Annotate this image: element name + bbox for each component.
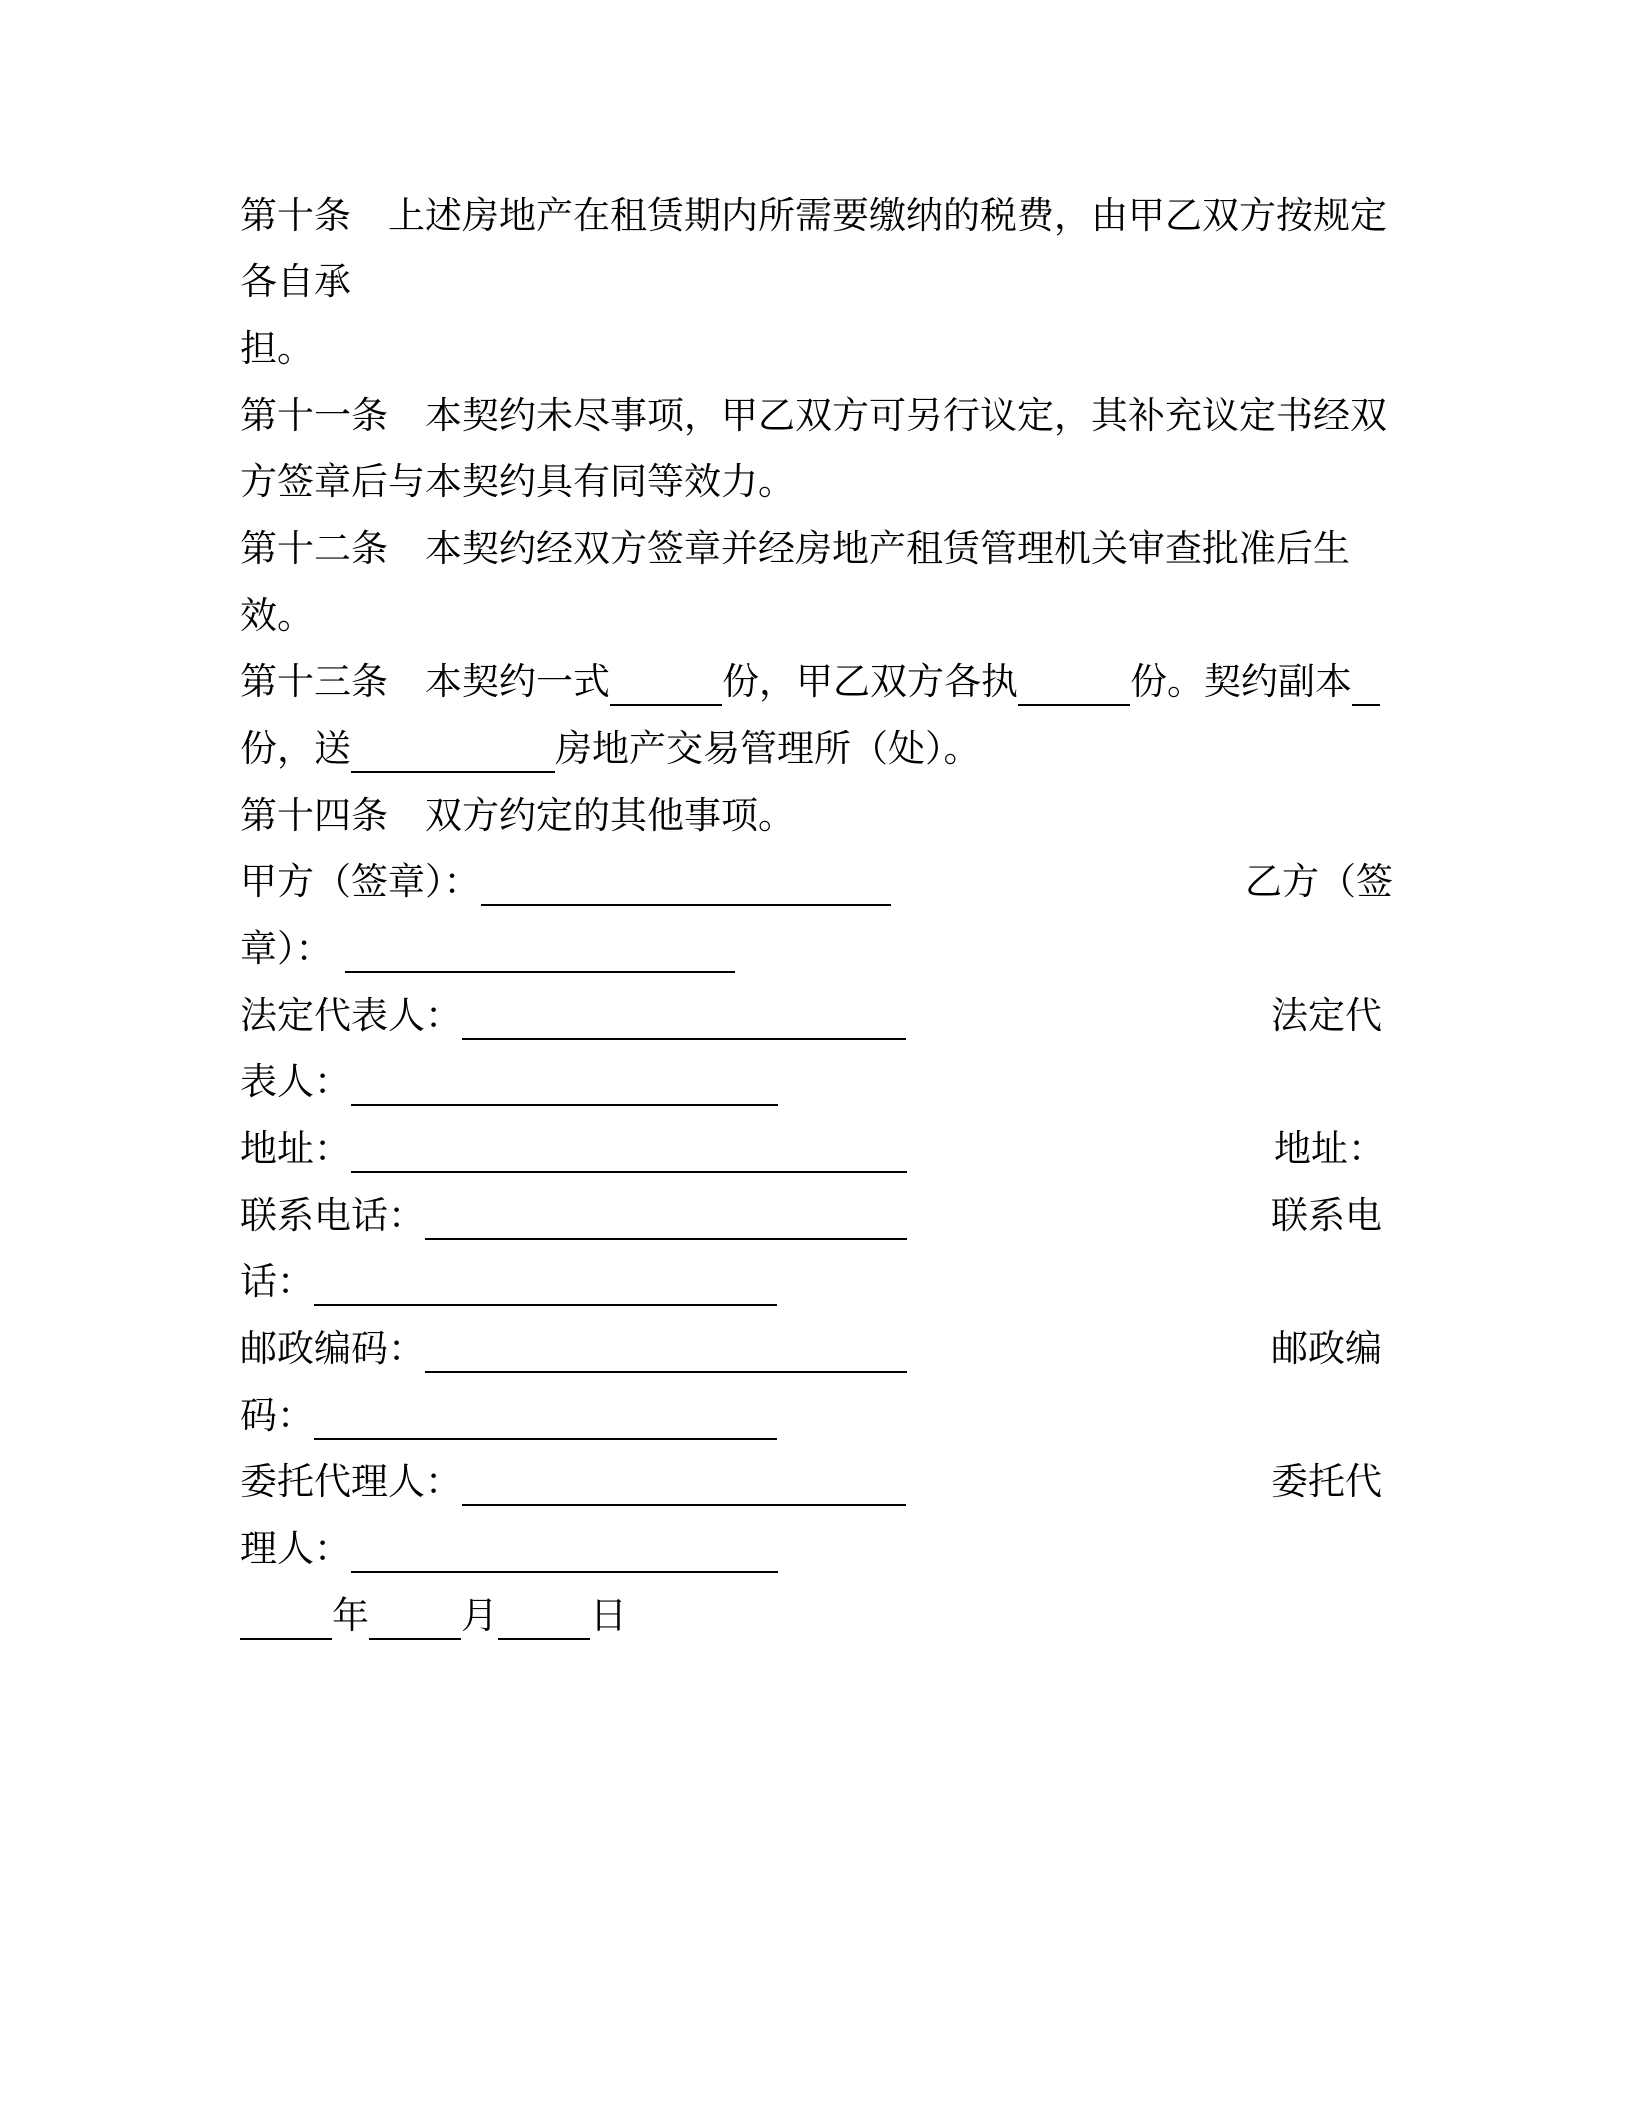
- party-b-label-2: 章）：: [240, 927, 333, 970]
- article-13-text-5: 房地产交易管理所（处）。: [555, 727, 981, 770]
- phone-b-label-2: 话：: [240, 1260, 314, 1303]
- agent-b-label-2: 理人：: [240, 1527, 351, 1570]
- address-a-label: 地址：: [240, 1127, 351, 1170]
- agent-a-line: [240, 1458, 906, 1506]
- postcode-b-label-1: 邮政编: [1271, 1327, 1382, 1370]
- legal-rep-a-blank[interactable]: [462, 998, 906, 1040]
- agent-b-line: [240, 1525, 778, 1573]
- agent-a-label: 委托代理人：: [240, 1460, 462, 1503]
- postcode-b-blank[interactable]: [314, 1398, 777, 1440]
- article-14-text: 双方约定的其他事项。: [425, 794, 795, 837]
- article-13-text-3: 份。契约副本: [1130, 660, 1352, 703]
- legal-rep-b-label-2: 表人：: [240, 1060, 351, 1103]
- postcode-b-line: [240, 1392, 777, 1440]
- phone-b-blank[interactable]: [314, 1264, 777, 1306]
- article-14-heading: 第十四条: [240, 794, 388, 837]
- article-11-line-2: 方签章后与本契约具有同等效力。: [240, 460, 795, 503]
- address-a-line: [240, 1125, 907, 1173]
- address-a-blank[interactable]: [351, 1131, 907, 1173]
- day-label: 日: [590, 1594, 627, 1637]
- article-10-line-1: [240, 192, 1387, 240]
- phone-a-line: [240, 1192, 907, 1240]
- agent-b-label-1: 委托代: [1271, 1460, 1382, 1503]
- party-b-line: [240, 925, 735, 973]
- article-10-line-2: 各自承: [240, 260, 351, 303]
- copies-total-blank[interactable]: [610, 664, 722, 706]
- party-a-signature-blank[interactable]: [481, 864, 891, 906]
- month-label: 月: [461, 1594, 498, 1637]
- article-11-line-1: [240, 392, 1387, 440]
- phone-a-label: 联系电话：: [240, 1194, 425, 1237]
- phone-a-blank[interactable]: [425, 1198, 907, 1240]
- phone-b-line: [240, 1258, 777, 1306]
- article-10-line-3: 担。: [240, 327, 314, 370]
- office-blank[interactable]: [351, 731, 555, 773]
- article-13-heading: 第十三条: [240, 660, 388, 703]
- article-13-line-2: [240, 725, 981, 773]
- article-12-text: 本契约经双方签章并经房地产租赁管理机关审查批准后生: [425, 527, 1350, 570]
- legal-rep-b-blank[interactable]: [351, 1064, 778, 1106]
- article-12-line-1: [240, 525, 1350, 573]
- legal-rep-a-label: 法定代表人：: [240, 994, 462, 1037]
- legal-rep-b-line: [240, 1058, 778, 1106]
- agent-b-blank[interactable]: [351, 1531, 778, 1573]
- year-blank[interactable]: [240, 1598, 332, 1640]
- article-12-heading: 第十二条: [240, 527, 388, 570]
- year-label: 年: [332, 1594, 369, 1637]
- article-14-line: [240, 792, 795, 840]
- date-line: [240, 1592, 627, 1640]
- article-11-text: 本契约未尽事项，甲乙双方可另行议定，其补充议定书经双: [425, 394, 1387, 437]
- postcode-a-blank[interactable]: [425, 1331, 907, 1373]
- article-11-heading: 第十一条: [240, 394, 388, 437]
- month-blank[interactable]: [369, 1598, 461, 1640]
- legal-rep-a-line: [240, 992, 906, 1040]
- article-13-text-2: 份，甲乙双方各执: [722, 660, 1018, 703]
- article-13-line-1: [240, 658, 1380, 706]
- article-12-line-2: 效。: [240, 594, 314, 637]
- address-b-label: 地址：: [1274, 1127, 1385, 1170]
- postcode-b-label-2: 码：: [240, 1394, 314, 1437]
- article-13-text-1: 本契约一式: [425, 660, 610, 703]
- phone-b-label-1: 联系电: [1271, 1194, 1382, 1237]
- article-13-text-4: 份，送: [240, 727, 351, 770]
- copies-duplicate-blank[interactable]: [1352, 664, 1380, 706]
- article-10-text: 上述房地产在租赁期内所需要缴纳的税费，由甲乙双方按规定: [388, 194, 1387, 237]
- day-blank[interactable]: [498, 1598, 590, 1640]
- party-a-label: 甲方（签章）：: [240, 860, 481, 903]
- party-b-label-1: 乙方（签: [1245, 860, 1393, 903]
- postcode-a-line: [240, 1325, 907, 1373]
- article-10-heading: 第十条: [240, 194, 351, 237]
- party-b-signature-blank[interactable]: [345, 931, 735, 973]
- legal-rep-b-label-1: 法定代: [1271, 994, 1382, 1037]
- copies-each-blank[interactable]: [1018, 664, 1130, 706]
- agent-a-blank[interactable]: [462, 1464, 906, 1506]
- postcode-a-label: 邮政编码：: [240, 1327, 425, 1370]
- party-a-line: [240, 858, 891, 906]
